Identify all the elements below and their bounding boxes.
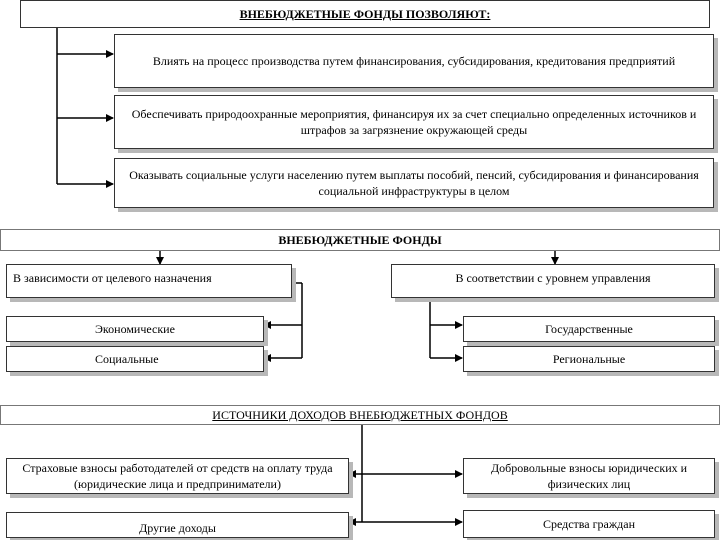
social-type-box: Социальные (6, 346, 264, 372)
top-item-2: Обеспечивать природоохранные мероприятия, финансируя их за счет специально определенных источников и штрафов за загрязнение окружающей среды (114, 95, 714, 149)
regional-type-box: Региональные (463, 346, 715, 372)
top-item-3: Оказывать социальные услуги населению путем выплаты пособий, пенсий, субсидирования и финансирования социальной инфраструктуры в целом (114, 158, 714, 208)
income-section-title: ИСТОЧНИКИ ДОХОДОВ ВНЕБЮДЖЕТНЫХ ФОНДОВ (212, 407, 508, 422)
economic-type-box: Экономические (6, 316, 264, 342)
source-employer-contributions: Страховые взносы работодателей от средств на оплату труда (юридические лица и предприниматели) (6, 458, 349, 494)
funds-section-band (0, 229, 720, 251)
level-heading-box: В соответствии с уровнем управления (391, 264, 715, 298)
source-voluntary-contributions: Добровольные взносы юридических и физических лиц (463, 458, 715, 494)
top-section-title: ВНЕБЮДЖЕТНЫЕ ФОНДЫ ПОЗВОЛЯЮТ: (20, 0, 710, 28)
top-item-1: Влиять на процесс производства путем финансирования, субсидирования, кредитования предприятий (114, 34, 714, 88)
purpose-heading-box: В зависимости от целевого назначения (6, 264, 292, 298)
source-citizens-funds: Средства граждан (463, 510, 715, 538)
state-type-box: Государственные (463, 316, 715, 342)
income-section-band (0, 405, 720, 425)
source-other-income: Другие доходы (6, 512, 349, 538)
funds-section-title: ВНЕБЮДЖЕТНЫЕ ФОНДЫ (278, 232, 442, 247)
